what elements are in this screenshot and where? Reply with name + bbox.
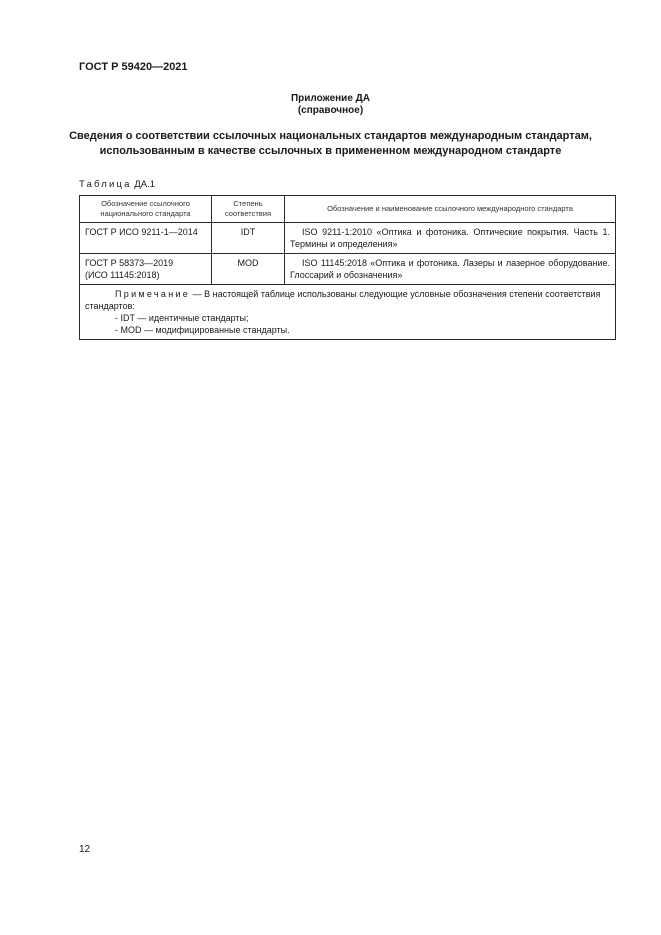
standards-table (79, 195, 616, 340)
note-item-idt: - IDT — идентичные стандарты; (115, 313, 249, 323)
cell-national (80, 254, 212, 285)
cell-international: ISO 11145:2018 «Оптика и фотоника. Лазеры и лазерное оборудование. Глоссарий и обозначения» (285, 254, 616, 285)
page-number: 12 (79, 844, 91, 855)
table-note-row (80, 285, 616, 340)
table-row (80, 223, 616, 254)
section-heading-line1: Сведения о соответствии ссылочных национальных стандартов международным стандартам, (69, 130, 592, 142)
note-item-mod: - MOD — модифицированные стандарты. (115, 325, 290, 335)
column-header-national: Обозначение ссылочного национального стандарта (80, 196, 212, 223)
section-heading (0, 129, 661, 159)
table-caption (79, 179, 155, 190)
cell-international: ISO 9211-1:2010 «Оптика и фотоника. Оптические покрытия. Часть 1. Термины и определения» (285, 223, 616, 254)
appendix-subtitle: (справочное) (297, 105, 364, 116)
note-label: Примечание (115, 289, 191, 299)
table-row (80, 254, 616, 285)
cell-national-line2: (ИСО 11145:2018) (85, 270, 160, 280)
table-note (80, 285, 616, 340)
column-header-international: Обозначение и наименование ссылочного международного стандарта (285, 196, 616, 223)
table-caption-label: Таблица (79, 179, 132, 190)
document-code: ГОСТ Р 59420—2021 (79, 61, 188, 73)
cell-national: ГОСТ Р ИСО 9211-1—2014 (80, 223, 212, 254)
note-body: — В настоящей таблице использованы следующие условные обозначения степени соответствия стандартов: (85, 289, 601, 311)
cell-degree: IDT (212, 223, 285, 254)
column-header-degree: Степень соответствия (212, 196, 285, 223)
note-text (85, 288, 610, 312)
cell-degree: MOD (212, 254, 285, 285)
table-caption-number: ДА.1 (134, 179, 155, 190)
cell-national-line1: ГОСТ Р 58373—2019 (85, 258, 174, 268)
table-header-row (80, 196, 616, 223)
appendix-title: Приложение ДА (290, 93, 371, 104)
section-heading-line2: использованным в качестве ссылочных в примененном международном стандарте (99, 145, 562, 157)
